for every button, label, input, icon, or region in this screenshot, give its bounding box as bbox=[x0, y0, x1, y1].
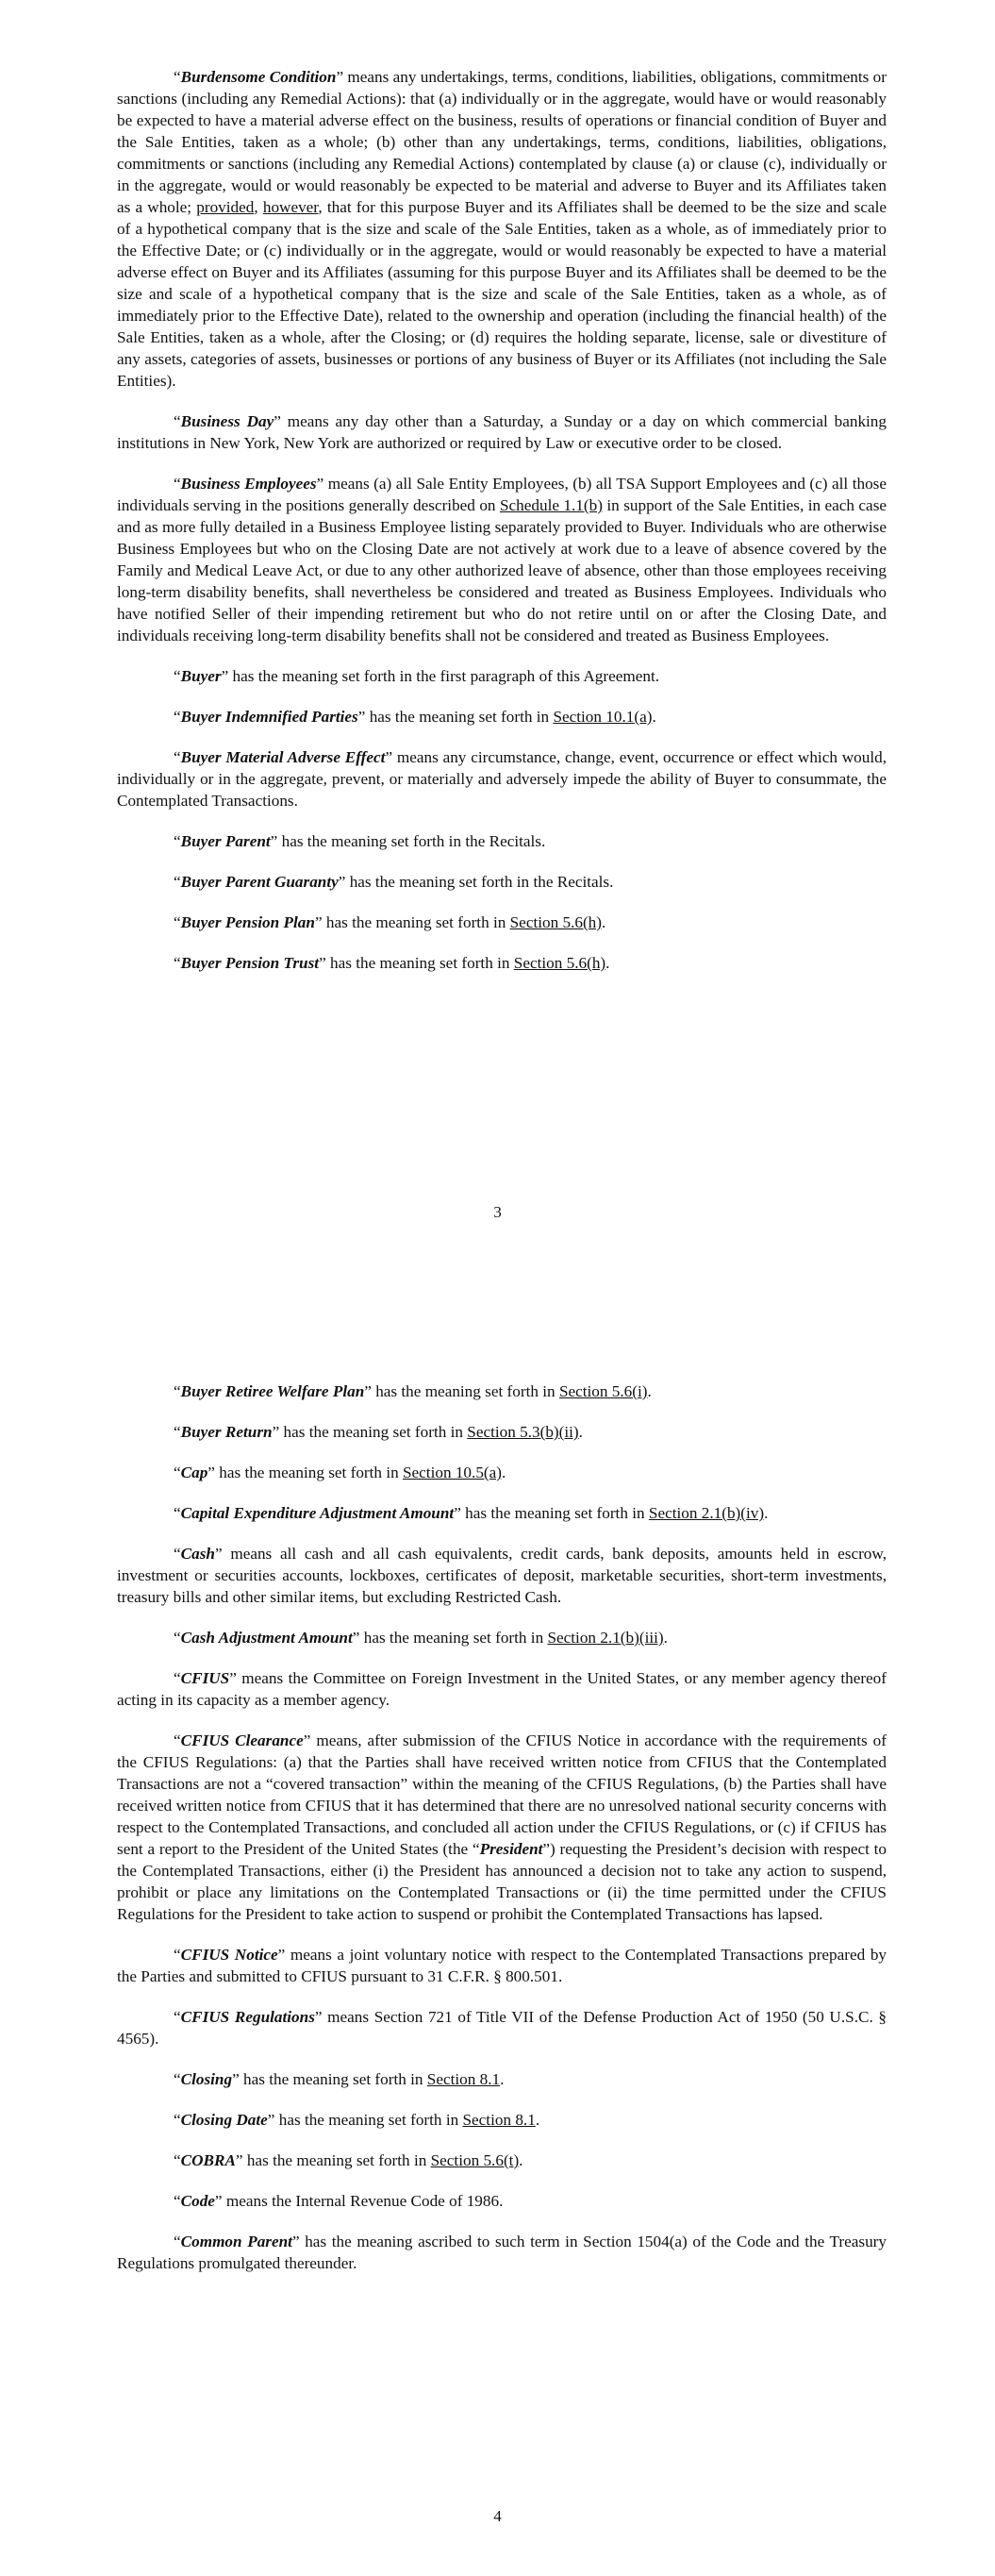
definition-paragraph: “CFIUS” means the Committee on Foreign Investment in the United States, or any member agency thereof acting in its capacity as a member agency. bbox=[117, 1669, 887, 1709]
cross-reference: Section 2.1(b)(iv) bbox=[648, 1504, 765, 1522]
cross-reference: Section 5.3(b)(ii) bbox=[467, 1423, 579, 1441]
definition-text: has the meaning set forth in bbox=[239, 2070, 427, 2088]
defined-term: COBRA bbox=[180, 2151, 236, 2169]
definition-text: has the meaning set forth in bbox=[274, 2111, 463, 2129]
cross-reference: Section 8.1 bbox=[462, 2111, 536, 2129]
definition-text: means Section 721 of Title VII of the Defense Production Act of 1950 (50 U.S.C. § 4565). bbox=[117, 2008, 887, 2048]
definition-paragraph: “CFIUS Regulations” means Section 721 of Title VII of the Defense Production Act of 1950 (50 U.S.C. § 4565). bbox=[117, 2008, 887, 2048]
definition-paragraph: “Buyer Parent Guaranty” has the meaning set forth in the Recitals. bbox=[174, 873, 614, 891]
definition-text: means (a) all Sale Entity Employees, (b) all TSA Support Employees and (c) all those individuals serving in the positions generally described on bbox=[117, 475, 887, 514]
definition-paragraph: “Business Day” means any day other than a Saturday, a Sunday or a day on which commercial banking institutions in New York, New York are authorized or required by Law or executive order to be closed. bbox=[117, 412, 887, 452]
definition-text: . bbox=[602, 913, 606, 931]
definition-text: has the meaning set forth in the Recitals. bbox=[277, 832, 546, 850]
defined-term: Closing bbox=[180, 2070, 233, 2088]
defined-term: Business Employees bbox=[180, 475, 317, 493]
definition-text: , that for this purpose Buyer and its Affiliates shall be deemed to be the size and scale of a hypothetical company that is the size and scale of the Sale Entities, taken as a whole, as of immediately prior to the Effective Date; or (c) individually or in the aggregate, would or would reasonably be expected to have a material adverse effect on Buyer and its Affiliates (assuming for this purpose Buyer and its Affiliates shall be deemed to be the size and scale of a hypothetical company that is the size and scale of the Sale Entities, taken as a whole, as of immediately prior to the Effective Date), related to the ownership and operation (including the financial health) of the Sale Entities, taken as a whole, after the Closing; or (d) requires the holding separate, license, sale or divestiture of any assets, categories of assets, businesses or portions of any business of Buyer or its Affiliates (not including the Sale Entities). bbox=[117, 198, 887, 390]
defined-term: Buyer Pension Plan bbox=[180, 913, 315, 931]
definition-text: means any day other than a Saturday, a Sunday or a day on which commercial banking institutions in New York, New York are authorized or required by Law or executive order to be closed. bbox=[117, 412, 887, 452]
definition-text: means any circumstance, change, event, occurrence or effect which would, individually or in the aggregate, prevent, or materially and adversely impede the ability of Buyer to consummate, the Contemplated Transactions. bbox=[117, 748, 887, 810]
definition-text: means a joint voluntary notice with respect to the Contemplated Transactions prepared by the Parties and submitted to CFIUS pursuant to 31 C.F.R. § 800.501. bbox=[117, 1946, 887, 1985]
definition-text: . bbox=[605, 954, 610, 972]
definition-text: means, after submission of the CFIUS Notice in accordance with the requirements of the CFIUS Regulations: (a) that the Parties shall have received written notice from CFIUS that the Contemplated Transactions are not a “covered transaction” within the meaning of the CFIUS Regulations, (b) the Parties shall have received written notice from CFIUS that it has determined that there are no unresolved national security concerns with respect to the Contemplated Transactions, and concluded all action under the CFIUS Regulations, or (c) if CFIUS has sent a report to the President of the United States (the “ bbox=[117, 1731, 887, 1858]
definition-text: . bbox=[519, 2151, 523, 2169]
definition-paragraph: “Capital Expenditure Adjustment Amount” has the meaning set forth in Section 2.1(b)(iv). bbox=[174, 1504, 769, 1522]
definition-paragraph: “CFIUS Clearance” means, after submission of the CFIUS Notice in accordance with the requirements of the CFIUS Regulations: (a) that the Parties shall have received written notice from CFIUS that the Contemplated Transactions are not a “covered transaction” within the meaning of the CFIUS Regulations, (b) the Parties shall have received written notice from CFIUS that it has determined that there are no unresolved national security concerns with respect to the Contemplated Transactions, and concluded all action under the CFIUS Regulations, or (c) if CFIUS has sent a report to the President of the United States (the “President”) requesting the President’s decision with respect to the Contemplated Transactions, either (i) the President has announced a decision not to take any action to suspend, prohibit or place any limitations on the Contemplated Transactions or (ii) the time permitted under the CFIUS Regulations for the President to take action to suspend or prohibit the Contemplated Transactions has lapsed. bbox=[117, 1731, 887, 1923]
definitions-list bbox=[117, 1380, 887, 2293]
definition-text: has the meaning set forth in bbox=[365, 708, 554, 726]
defined-term: CFIUS Clearance bbox=[180, 1731, 304, 1749]
definition-text: has the meaning set forth in bbox=[322, 913, 510, 931]
cross-reference: Section 5.6(i) bbox=[558, 1382, 648, 1400]
document-page-4 bbox=[0, 1288, 995, 2576]
definition-text: has the meaning set forth in bbox=[460, 1504, 649, 1522]
definition-paragraph: “Buyer Retiree Welfare Plan” has the meaning set forth in Section 5.6(i). bbox=[174, 1382, 652, 1400]
defined-term: CFIUS Notice bbox=[180, 1946, 278, 1964]
cross-reference: Section 2.1(b)(iii) bbox=[547, 1629, 664, 1647]
defined-term: Buyer Return bbox=[180, 1423, 273, 1441]
cross-reference: provided bbox=[196, 198, 255, 216]
defined-term: Buyer Retiree Welfare Plan bbox=[180, 1382, 365, 1400]
definition-text: . bbox=[764, 1504, 769, 1522]
defined-term: Buyer Parent Guaranty bbox=[180, 873, 339, 891]
defined-term: Buyer Parent bbox=[180, 832, 271, 850]
defined-term: Capital Expenditure Adjustment Amount bbox=[180, 1504, 455, 1522]
definition-text: has the meaning set forth in bbox=[242, 2151, 431, 2169]
page-number: 3 bbox=[493, 1203, 502, 1221]
cross-reference: Section 5.6(t) bbox=[430, 2151, 520, 2169]
cross-reference: however bbox=[262, 198, 319, 216]
definition-text: means the Internal Revenue Code of 1986. bbox=[222, 2192, 504, 2210]
defined-term: Code bbox=[180, 2192, 215, 2210]
definition-text: has the meaning set forth in bbox=[214, 1464, 403, 1481]
definition-text: . bbox=[500, 2070, 505, 2088]
cross-reference: Section 10.1(a) bbox=[553, 708, 653, 726]
defined-term: Buyer Pension Trust bbox=[180, 954, 320, 972]
definition-text: . bbox=[502, 1464, 506, 1481]
definition-text: has the meaning set forth in bbox=[371, 1382, 559, 1400]
definition-text: means all cash and all cash equivalents, credit cards, bank deposits, amounts held in escrow, investment or securities accounts, lockboxes, certificates of deposit, marketable securities, short-term investments, treasury bills and other similar items, but excluding Restricted Cash. bbox=[117, 1545, 887, 1606]
definition-text: . bbox=[578, 1423, 583, 1441]
definition-text: means any undertakings, terms, conditions, liabilities, obligations, commitments or sanctions (including any Remedial Actions): that (a) individually or in the aggregate, would have or would reasonably be expected to have a material adverse effect on the business, results of operations or financial condition of Buyer and the Sale Entities, taken as a whole; (b) other than any undertakings, terms, conditions, liabilities, obligations, commitments or sanctions (including any Remedial Actions) contemplated by clause (a) or clause (c), individually or in the aggregate, would or would reasonably be expected to be material and adverse to Buyer and its Affiliates taken as a whole; bbox=[117, 68, 887, 216]
definition-paragraph: “Cash” means all cash and all cash equivalents, credit cards, bank deposits, amounts held in escrow, investment or securities accounts, lockboxes, certificates of deposit, marketable securities, short-term investments, treasury bills and other similar items, but excluding Restricted Cash. bbox=[117, 1545, 887, 1606]
definition-paragraph: “Buyer Material Adverse Effect” means any circumstance, change, event, occurrence or effect which would, individually or in the aggregate, prevent, or materially and adversely impede the ability of Buyer to consummate, the Contemplated Transactions. bbox=[117, 748, 887, 810]
definition-text: in support of the Sale Entities, in each case and as more fully detailed in a Business Employee listing separately provided to Buyer. Individuals who are otherwise Business Employees but who on the Closing Date are not actively at work due to a leave of absence covered by the Family and Medical Leave Act, or due to any other authorized leave of absence, other than those employees receiving long-term disability benefits, shall nevertheless be considered and treated as Business Employees. Individuals who have notified Seller of their impending retirement but who do not retire until on or after the Closing Date, and individuals receiving long-term disability benefits shall not be considered and treated as Business Employees. bbox=[117, 496, 887, 644]
defined-term: Common Parent bbox=[180, 2233, 292, 2250]
defined-term: Business Day bbox=[180, 412, 274, 430]
definition-text: has the meaning set forth in bbox=[279, 1423, 468, 1441]
cross-reference: Schedule 1.1(b) bbox=[499, 496, 603, 514]
definition-text: , bbox=[254, 198, 263, 216]
definition-paragraph: “Buyer Return” has the meaning set forth in Section 5.3(b)(ii). bbox=[174, 1423, 583, 1441]
definition-paragraph: “Closing Date” has the meaning set forth in Section 8.1. bbox=[174, 2111, 540, 2129]
definition-paragraph: “Business Employees” means (a) all Sale Entity Employees, (b) all TSA Support Employees and (c) all those individuals serving in the positions generally described on Schedule 1.1(b) in support of the Sale Entities, in each case and as more fully detailed in a Business Employee listing separately provided to Buyer. Individuals who are otherwise Business Employees but who on the Closing Date are not actively at work due to a leave of absence covered by the Family and Medical Leave Act, or due to any other authorized leave of absence, other than those employees receiving long-term disability benefits, shall nevertheless be considered and treated as Business Employees. Individuals who have notified Seller of their impending retirement but who do not retire until on or after the Closing Date, and individuals receiving long-term disability benefits shall not be considered and treated as Business Employees. bbox=[117, 475, 887, 644]
definition-text: has the meaning set forth in the Recitals. bbox=[345, 873, 614, 891]
cross-reference: Section 10.5(a) bbox=[402, 1464, 502, 1481]
definition-text: . bbox=[647, 1382, 652, 1400]
defined-term: Buyer bbox=[180, 667, 222, 685]
defined-term: CFIUS bbox=[180, 1669, 230, 1687]
cross-reference: Section 5.6(h) bbox=[513, 954, 606, 972]
defined-term: Burdensome Condition bbox=[180, 68, 337, 86]
defined-term: President bbox=[479, 1840, 543, 1858]
definition-paragraph: “Buyer Pension Plan” has the meaning set forth in Section 5.6(h). bbox=[174, 913, 606, 931]
definition-text: has the meaning set forth in the first paragraph of this Agreement. bbox=[228, 667, 660, 685]
defined-term: Cap bbox=[180, 1464, 208, 1481]
definition-paragraph: “Closing” has the meaning set forth in Section 8.1. bbox=[174, 2070, 505, 2088]
defined-term: Cash bbox=[180, 1545, 215, 1563]
definition-paragraph: “Cash Adjustment Amount” has the meaning set forth in Section 2.1(b)(iii). bbox=[174, 1629, 668, 1647]
definition-text: has the meaning ascribed to such term in Section 1504(a) of the Code and the Treasury Regulations promulgated thereunder. bbox=[117, 2233, 887, 2272]
definition-paragraph: “Burdensome Condition” means any undertakings, terms, conditions, liabilities, obligations, commitments or sanctions (including any Remedial Actions): that (a) individually or in the aggregate, would have or would reasonably be expected to have a material adverse effect on the business, results of operations or financial condition of Buyer and the Sale Entities, taken as a whole; (b) other than any undertakings, terms, conditions, liabilities, obligations, commitments or sanctions (including any Remedial Actions) contemplated by clause (a) or clause (c), individually or in the aggregate, would or would reasonably be expected to be material and adverse to Buyer and its Affiliates taken as a whole; provided, however, that for this purpose Buyer and its Affiliates shall be deemed to be the size and scale of a hypothetical company that is the size and scale of the Sale Entities, taken as a whole, as of immediately prior to the Effective Date; or (c) individually or in the aggregate, would or would reasonably be expected to have a material adverse effect on Buyer and its Affiliates (assuming for this purpose Buyer and its Affiliates shall be deemed to be the size and scale of a hypothetical company that is the size and scale of the Sale Entities, taken as a whole, as of immediately prior to the Effective Date), related to the ownership and operation (including the financial health) of the Sale Entities, taken as a whole, after the Closing; or (d) requires the holding separate, license, sale or divestiture of any assets, categories of assets, businesses or portions of any business of Buyer or its Affiliates (not including the Sale Entities). bbox=[117, 68, 887, 390]
cross-reference: Section 5.6(h) bbox=[509, 913, 603, 931]
definition-paragraph: “Buyer” has the meaning set forth in the first paragraph of this Agreement. bbox=[174, 667, 660, 685]
defined-term: Buyer Indemnified Parties bbox=[180, 708, 358, 726]
definition-paragraph: “COBRA” has the meaning set forth in Section 5.6(t). bbox=[174, 2151, 523, 2169]
cross-reference: Section 8.1 bbox=[426, 2070, 501, 2088]
definition-text: has the meaning set forth in bbox=[325, 954, 514, 972]
definition-text: . bbox=[652, 708, 656, 726]
definition-text: . bbox=[663, 1629, 668, 1647]
definition-text: means the Committee on Foreign Investment in the United States, or any member agency thereof acting in its capacity as a member agency. bbox=[117, 1669, 887, 1709]
definition-paragraph: “Buyer Indemnified Parties” has the meaning set forth in Section 10.1(a). bbox=[174, 708, 656, 726]
definition-paragraph: “Buyer Parent” has the meaning set forth in the Recitals. bbox=[174, 832, 546, 850]
definition-paragraph: “Code” means the Internal Revenue Code of 1986. bbox=[174, 2192, 504, 2210]
defined-term: Buyer Material Adverse Effect bbox=[180, 748, 386, 766]
defined-term: CFIUS Regulations bbox=[180, 2008, 315, 2026]
defined-term: Cash Adjustment Amount bbox=[180, 1629, 353, 1647]
page-number: 4 bbox=[493, 2507, 502, 2525]
definition-paragraph: “CFIUS Notice” means a joint voluntary notice with respect to the Contemplated Transactions prepared by the Parties and submitted to CFIUS pursuant to 31 C.F.R. § 800.501. bbox=[117, 1946, 887, 1985]
definition-paragraph: “Buyer Pension Trust” has the meaning set forth in Section 5.6(h). bbox=[174, 954, 610, 972]
definition-text: has the meaning set forth in bbox=[359, 1629, 548, 1647]
defined-term: Closing Date bbox=[180, 2111, 268, 2129]
definition-text: . bbox=[535, 2111, 540, 2129]
definitions-list bbox=[117, 66, 887, 993]
definition-paragraph: “Common Parent” has the meaning ascribed to such term in Section 1504(a) of the Code and the Treasury Regulations promulgated thereunder. bbox=[117, 2233, 887, 2272]
definition-paragraph: “Cap” has the meaning set forth in Section 10.5(a). bbox=[174, 1464, 506, 1481]
definition-text: ”) requesting the President’s decision with respect to the Contemplated Transactions, either (i) the President has announced a decision not to take any action to suspend, prohibit or place any limitations on the Contemplated Transactions or (ii) the time permitted under the CFIUS Regulations for the President to take action to suspend or prohibit the Contemplated Transactions has lapsed. bbox=[117, 1840, 887, 1923]
